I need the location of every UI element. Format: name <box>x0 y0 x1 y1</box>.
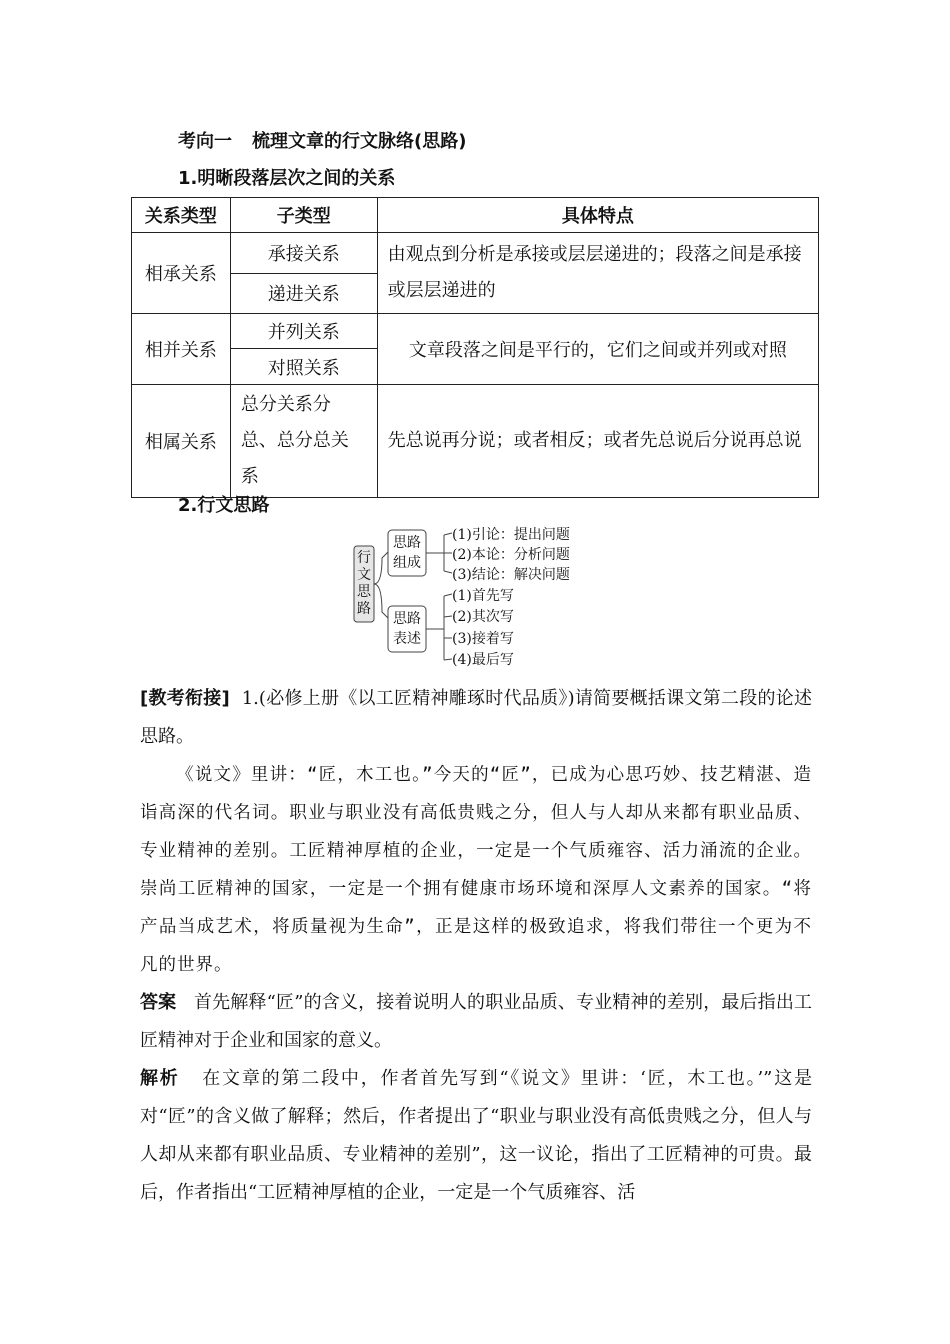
passage-text: 《说文》里讲：“匠，木工也。”今天的“匠”，已成为心思巧妙、技艺精湛、造诣高深的代名词。职业与职业没有高低贵贱之分，但人与人却从来都有职业品质、专业精神的差别。工匠精神厚植的企业，一定是一个气质雍容、活力涌流的企业。崇尚工匠精神的国家，一定是一个拥有健康市场环境和深厚人文素养的国家。“将产品当成艺术，将质量视为生命”，正是这样的极致追求，将我们带往一个更为不凡的世界。 <box>140 765 812 975</box>
subheading-writing-path: 2.行文思路 <box>178 495 270 516</box>
subtype-cell: 递进关系 <box>230 273 377 314</box>
table-row <box>132 233 819 274</box>
diagram-leaf: (2)其次写 <box>452 609 514 625</box>
answer-block <box>140 984 812 1060</box>
answer-label: 答案 <box>140 992 177 1013</box>
relation-type-cell: 相属关系 <box>132 385 231 498</box>
subtype-cell: 并列关系 <box>230 314 377 349</box>
subtype-cell: 承接关系 <box>230 233 377 274</box>
answer-text: 首先解释“匠”的含义，接着说明人的职业品质、专业精神的差别，最后指出工匠精神对于企业和国家的意义。 <box>140 992 813 1051</box>
diagram-leaf: (4)最后写 <box>452 652 514 668</box>
diagram-branch-label: 思路表述 <box>393 611 421 647</box>
description-cell: 文章段落之间是平行的，它们之间或并列或对照 <box>377 314 818 385</box>
description-cell: 由观点到分析是承接或层层递进的；段落之间是承接或层层递进的 <box>377 233 818 314</box>
header-cell: 子类型 <box>230 198 377 233</box>
diagram-leaf: (1)首先写 <box>452 588 514 604</box>
table-row <box>132 385 819 498</box>
question-text: 1.(必修上册《以工匠精神雕琢时代品质》)请简要概括课文第二段的论述思路。 <box>140 688 813 747</box>
table-row <box>132 314 819 349</box>
analysis-label: 解析 <box>140 1068 180 1089</box>
relation-type-cell: 相承关系 <box>132 233 231 314</box>
relations-table <box>131 197 819 498</box>
writing-path-diagram <box>352 522 602 670</box>
subtype-cell: 总分关系分总、总分总关系 <box>230 385 377 498</box>
diagram-branch-label: 思路组成 <box>393 535 421 571</box>
diagram-leaf: (3)接着写 <box>452 631 514 647</box>
subtype-cell: 对照关系 <box>230 349 377 385</box>
analysis-block <box>140 1060 812 1212</box>
diagram-root-label: 行文思路 <box>357 550 371 617</box>
section-title: 考向一 梳理文章的行文脉络(思路) <box>178 131 467 152</box>
exercise-question <box>140 680 812 756</box>
header-cell: 具体特点 <box>377 198 818 233</box>
header-cell: 关系类型 <box>132 198 231 233</box>
description-cell: 先总说再分说；或者相反；或者先总说后分说再总说 <box>377 385 818 498</box>
diagram-leaf: (1)引论：提出问题 <box>452 527 570 543</box>
quoted-passage <box>140 756 812 984</box>
diagram-leaf: (2)本论：分析问题 <box>452 547 570 563</box>
table-header-row <box>132 198 819 233</box>
analysis-text: 在文章的第二段中，作者首先写到“《说文》里讲：‘匠，木工也。’”这是对“匠”的含义做了解释；然后，作者提出了“职业与职业没有高低贵贱之分，但人与人却从来都有职业品质、专业精神的差别”，这一议论，指出了工匠精神的可贵。最后，作者指出“工匠精神厚植的企业，一定是一个气质雍容、活 <box>140 1068 812 1203</box>
diagram-leaf: (3)结论：解决问题 <box>452 567 570 583</box>
relation-type-cell: 相并关系 <box>132 314 231 385</box>
exercise-tag: [教考衔接] <box>140 688 230 709</box>
subheading-relations: 1.明晰段落层次之间的关系 <box>178 168 396 189</box>
